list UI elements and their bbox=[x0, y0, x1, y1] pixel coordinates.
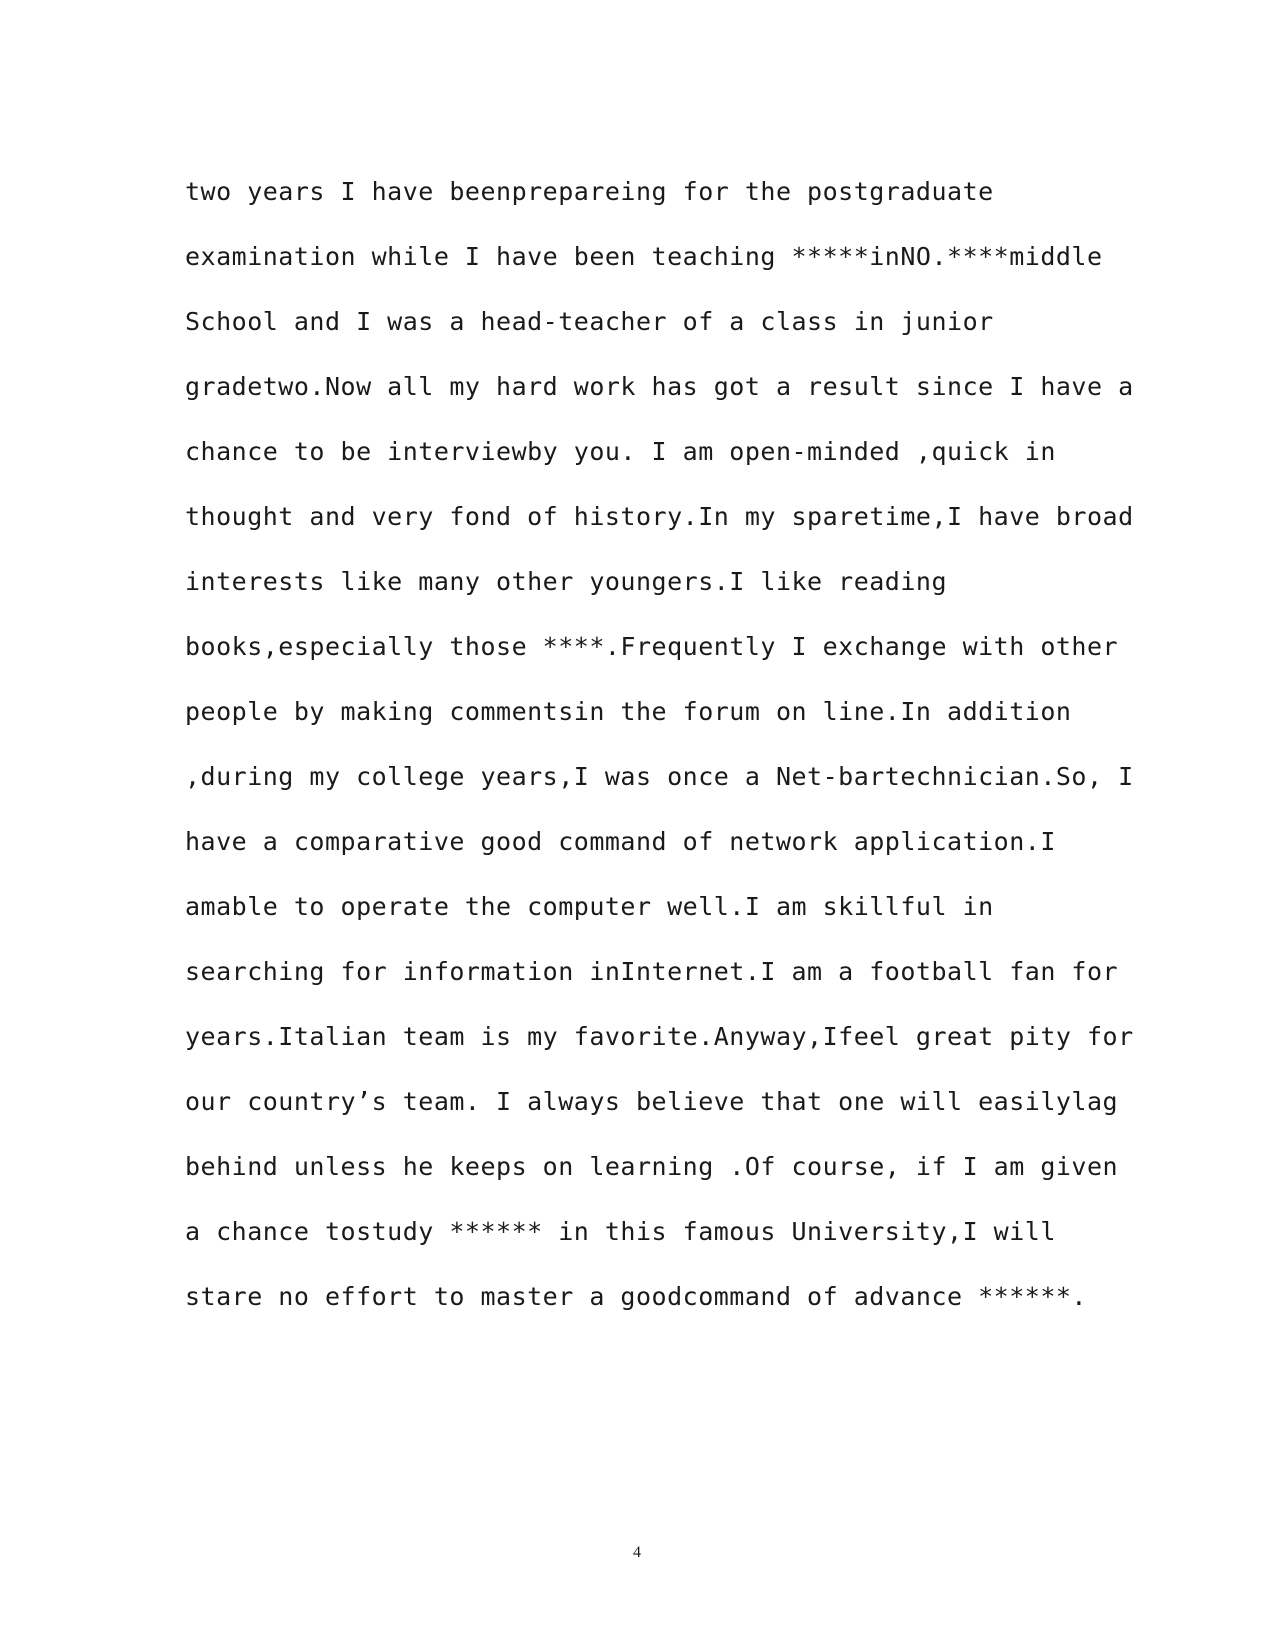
page-number: 4 bbox=[633, 1544, 641, 1561]
text-line: books,especially those ****.Frequently I exchange with other bbox=[185, 632, 1119, 661]
text-line: thought and very fond of history.In my sparetime,I have broad bbox=[185, 502, 1134, 531]
text-line: examination while I have been teaching *****inNO.****middle bbox=[185, 242, 1103, 271]
text-line: a chance tostudy ****** in this famous University,I will bbox=[185, 1217, 1056, 1246]
text-line: searching for information inInternet.I am a football fan for bbox=[185, 957, 1119, 986]
text-line: our country’s team. I always believe that one will easilylag bbox=[185, 1087, 1119, 1116]
text-line: people by making commentsin the forum on line.In addition bbox=[185, 697, 1072, 726]
text-line: School and I was a head-teacher of a class in junior bbox=[185, 307, 994, 336]
text-line: behind unless he keeps on learning .Of course, if I am given bbox=[185, 1152, 1119, 1181]
text-line: have a comparative good command of network application.I bbox=[185, 827, 1056, 856]
text-line: years.Italian team is my favorite.Anyway,Ifeel great pity for bbox=[185, 1022, 1134, 1051]
text-line: gradetwo.Now all my hard work has got a result since I have a bbox=[185, 372, 1134, 401]
text-line: stare no effort to master a goodcommand of advance ******. bbox=[185, 1282, 1087, 1311]
text-line: two years I have beenprepareing for the postgraduate bbox=[185, 177, 994, 206]
body-paragraph bbox=[185, 172, 1134, 1342]
text-line: interests like many other youngers.I like reading bbox=[185, 567, 948, 596]
text-line: chance to be interviewby you. I am open-minded ,quick in bbox=[185, 437, 1056, 466]
text-line: amable to operate the computer well.I am skillful in bbox=[185, 892, 994, 921]
text-line: ,during my college years,I was once a Net-bartechnician.So, I bbox=[185, 762, 1134, 791]
